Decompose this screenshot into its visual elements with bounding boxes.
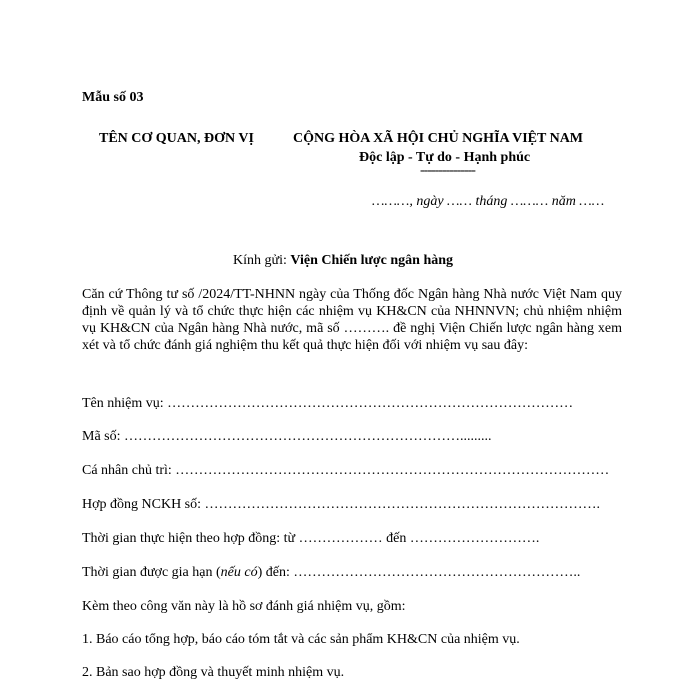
recipient-name: Viện Chiến lược ngân hàng — [290, 253, 454, 268]
extension-suffix: ) đến: …………………………………………………….. — [257, 565, 581, 580]
attachment-item: 1. Báo cáo tổng hợp, báo cáo tóm tắt và các sản phẩm KH&CN của nhiệm vụ. — [82, 632, 520, 647]
task-code-field: Mã số: ………………………………………………………………......... — [82, 429, 492, 444]
recipient-line — [233, 253, 453, 269]
motto-separator: --------------- — [420, 163, 475, 178]
attachment-item: 2. Bản sao hợp đồng và thuyết minh nhiệm vụ. — [82, 665, 345, 680]
contract-period-field: Thời gian thực hiện theo hợp đồng: từ ……………… đến ………………………. — [82, 531, 540, 546]
recipient-prefix: Kính gửi: — [233, 253, 291, 268]
task-name-field: Tên nhiệm vụ: …………………………………………………………………………… — [82, 396, 574, 411]
principal-investigator-field: Cá nhân chủ trì: ………………………………………………………………………………… — [82, 463, 610, 478]
agency-name: TÊN CƠ QUAN, ĐƠN VỊ — [99, 131, 254, 146]
extension-period-field — [82, 565, 580, 581]
body-paragraph: Căn cứ Thông tư số /2024/TT-NHNN ngày của Thống đốc Ngân hàng Nhà nước Việt Nam quy định về quản lý và tổ chức thực hiện các nhiệm vụ KH&CN của NHNNVN; chủ nhiệm nhiệm vụ KH&CN của Ngân hàng Nhà nước, mã số ………. đề nghị Viện Chiến lược ngân hàng xem xét và tổ chức đánh giá nghiệm thu kết quả thực hiện đối với nhiệm vụ sau đây: — [82, 287, 622, 353]
extension-prefix: Thời gian được gia hạn ( — [82, 565, 221, 580]
extension-note: nếu có — [220, 565, 258, 580]
nation-name: CỘNG HÒA XÃ HỘI CHỦ NGHĨA VIỆT NAM — [293, 131, 584, 146]
attachments-intro: Kèm theo công văn này là hồ sơ đánh giá nhiệm vụ, gồm: — [82, 599, 406, 614]
national-motto: Độc lập - Tự do - Hạnh phúc — [359, 150, 531, 165]
form-number: Mẫu số 03 — [82, 90, 144, 105]
contract-number-field: Hợp đồng NCKH số: …………………………………………………………………………. — [82, 497, 601, 512]
date-line: ………, ngày …… tháng ……… năm …… — [372, 194, 605, 209]
